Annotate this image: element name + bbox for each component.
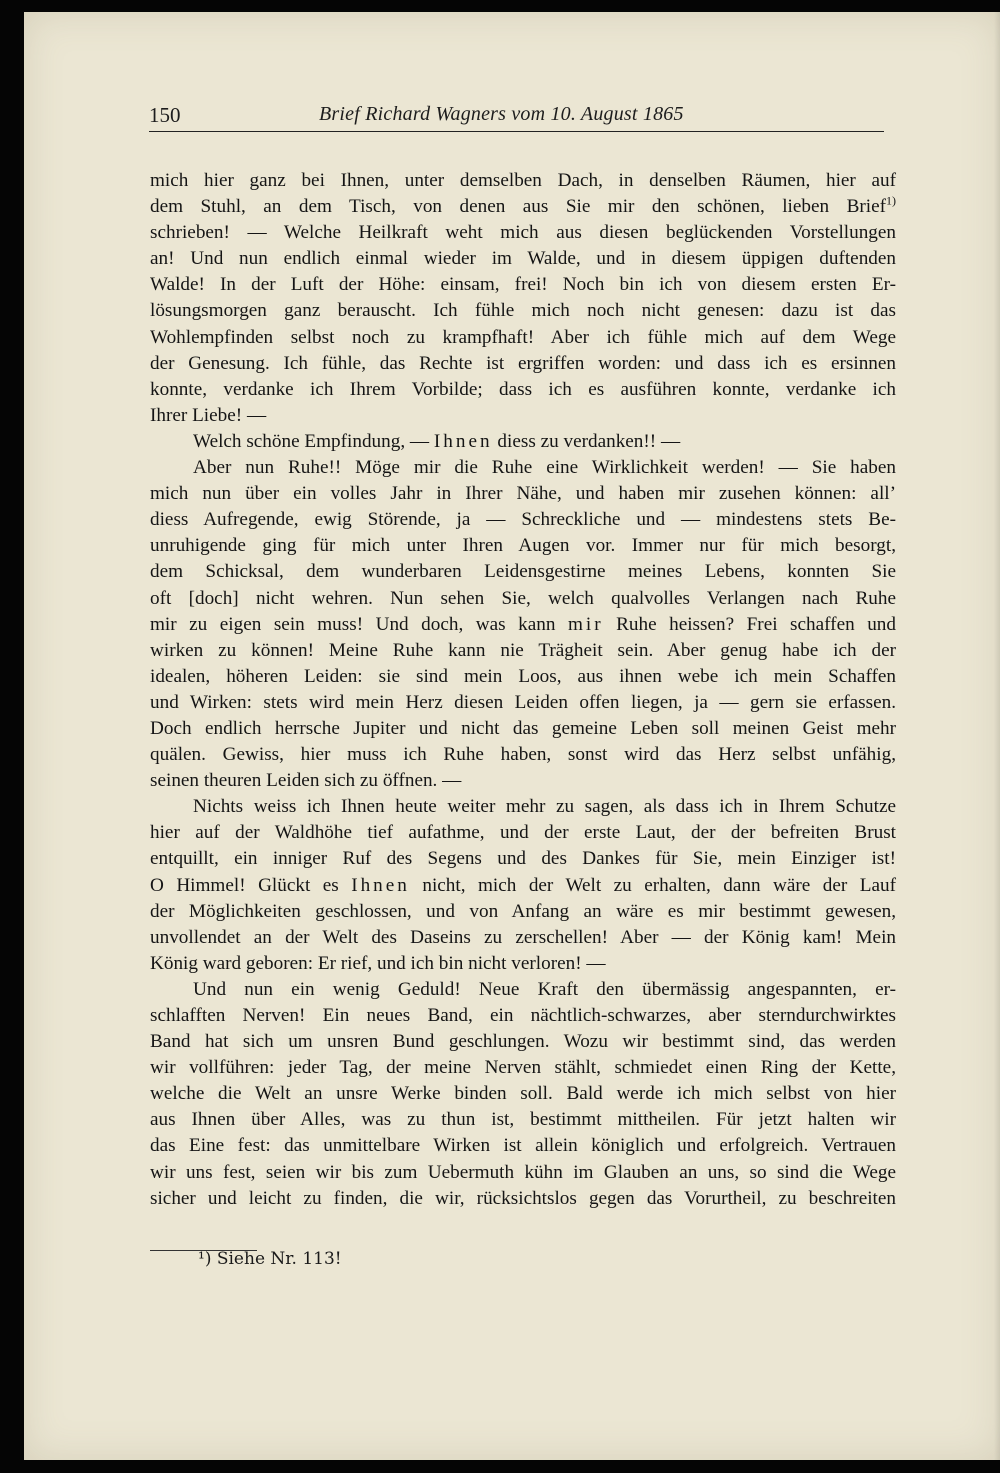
text-line: Doch endlich herrsche Jupiter und nicht das gemeine Leben soll meinen Geist mehr: [150, 717, 896, 739]
text-line: [150, 429, 896, 455]
spaced-emphasis: Ihnen: [351, 874, 410, 896]
text-line: oft [doch] nicht wehren. Nun sehen Sie, welch qualvolles Verlangen nach Ruhe: [150, 587, 896, 609]
text-line: entquillt, ein inniger Ruf des Segens und des Dankes für Sie, mein Einziger ist!: [150, 848, 896, 870]
text-line-content: dem Stuhl, an dem Tisch, von denen aus Sie mir den schönen, lieben Brief: [150, 196, 886, 218]
text-line: lösungsmorgen ganz berauscht. Ich fühle mich noch nicht genesen: dazu ist das: [150, 300, 896, 322]
text-line: diess Aufregende, ewig Störende, ja — Schreckliche und — mindestens stets Be-: [150, 509, 896, 531]
text-line: Band hat sich um unsren Bund geschlungen. Wozu wir bestimmt sind, das werden: [150, 1031, 896, 1053]
text-line-content: nicht, mich der Welt zu erhalten, dann wäre der Lauf: [409, 874, 896, 896]
text-line: hier auf der Waldhöhe tief aufathme, und der erste Laut, der der befreiten Brust: [150, 822, 896, 844]
text-line-content: O Himmel! Glückt es: [150, 874, 352, 896]
text-line: der Möglichkeiten geschlossen, und von Anfang an wäre es mir bestimmt gewesen,: [150, 900, 896, 922]
footnote-marker: 1): [886, 193, 896, 208]
letter-body-text: [150, 168, 896, 1212]
text-line: quälen. Gewiss, hier muss ich Ruhe haben, sonst wird das Herz selbst unfähig,: [150, 744, 896, 766]
page-number: 150: [149, 103, 181, 127]
text-line: seinen theuren Leiden sich zu öffnen. —: [150, 770, 462, 792]
text-line: Walde! In der Luft der Höhe: einsam, frei! Noch bin ich von diesem ersten Er-: [150, 274, 896, 296]
text-line: Wohlempfinden selbst noch zu krampfhaft! Aber ich fühle mich auf dem Wege: [150, 326, 896, 348]
text-line: idealen, höheren Leiden: sie sind mein Loos, aus ihnen webe ich mein Schaffen: [150, 665, 896, 687]
text-line: der Genesung. Ich fühle, das Rechte ist ergriffen worden: und dass ich es ersinnen: [150, 352, 896, 374]
text-line: Ihrer Liebe! —: [150, 404, 267, 426]
text-line: [150, 194, 896, 220]
text-line: Aber nun Ruhe!! Möge mir die Ruhe eine Wirklichkeit werden! — Sie haben: [193, 457, 896, 479]
text-line: wir uns fest, seien wir bis zum Uebermuth kühn im Glauben an uns, so sind die Wege: [150, 1161, 896, 1183]
text-line: wirken zu können! Meine Ruhe kann nie Trägheit sein. Aber genug habe ich der: [150, 639, 896, 661]
text-line: schrieben! — Welche Heilkraft weht mich aus diesen beglückenden Vorstellungen: [150, 222, 896, 244]
text-line: dem Schicksal, dem wunderbaren Leidensgestirne meines Lebens, konnten Sie: [150, 561, 896, 583]
text-line: Und nun ein wenig Geduld! Neue Kraft den übermässig angespannten, er-: [193, 978, 896, 1000]
text-line-content: mir zu eigen sein muss! Und doch, was kann: [150, 613, 568, 635]
spaced-emphasis: Ihnen: [433, 430, 493, 452]
running-title: Brief Richard Wagners vom 10. August 1865: [319, 103, 684, 125]
running-header: [149, 101, 884, 132]
text-line: an! Und nun endlich einmal wieder im Walde, und in diesem üppigen duftenden: [150, 248, 896, 270]
text-line: unvollendet an der Welt des Daseins zu zerschellen! Aber — der König kam! Mein: [150, 926, 896, 948]
footnote: ¹) Siehe Nr. 113!: [198, 1249, 342, 1269]
text-line: mich hier ganz bei Ihnen, unter demselben Dach, in denselben Räumen, hier auf: [150, 170, 896, 191]
text-line: das Eine fest: das unmittelbare Wirken ist allein königlich und erfolgreich. Vertrauen: [150, 1135, 896, 1157]
text-line-content: Welch schöne Empfindung, —: [193, 430, 434, 452]
text-line: schlafften Nerven! Ein neues Band, ein nächtlich-schwarzes, aber sterndurchwirktes: [150, 1005, 896, 1026]
text-line-content: diess zu verdanken!! —: [492, 430, 681, 452]
text-line: wir vollführen: jeder Tag, der meine Nerven stählt, schmiedet einen Ring der Kette,: [150, 1057, 896, 1079]
text-line: unruhigende ging für mich unter Ihren Augen vor. Immer nur für mich besorgt,: [150, 535, 896, 557]
text-line: sicher und leicht zu finden, die wir, rücksichtslos gegen das Vorurtheil, zu beschreiten: [150, 1187, 896, 1209]
text-line-content: Ruhe heissen? Frei schaffen und: [603, 613, 896, 635]
text-line: konnte, verdanke ich Ihrem Vorbilde; dass ich es ausführen konnte, verdanke ich: [150, 378, 896, 400]
text-line: und Wirken: stets wird mein Herz diesen Leiden offen liegen, ja — gern sie erfassen.: [150, 691, 896, 713]
text-line: Nichts weiss ich Ihnen heute weiter mehr zu sagen, als dass ich in Ihrem Schutze: [193, 796, 896, 818]
text-line: aus Ihnen über Alles, was zu thun ist, bestimmt mittheilen. Für jetzt halten wir: [150, 1109, 896, 1131]
page-edge-shade: [994, 12, 1000, 1460]
text-line: welche die Welt an unsre Werke binden soll. Bald werde ich mich selbst von hier: [150, 1083, 896, 1105]
text-line: [150, 873, 896, 899]
text-line: [150, 612, 896, 638]
spaced-emphasis: mir: [567, 613, 604, 635]
text-line: König ward geboren: Er rief, und ich bin nicht verloren! —: [150, 952, 606, 974]
text-line: mich nun über ein volles Jahr in Ihrer Nähe, und haben mir zusehen können: all’: [150, 483, 896, 505]
